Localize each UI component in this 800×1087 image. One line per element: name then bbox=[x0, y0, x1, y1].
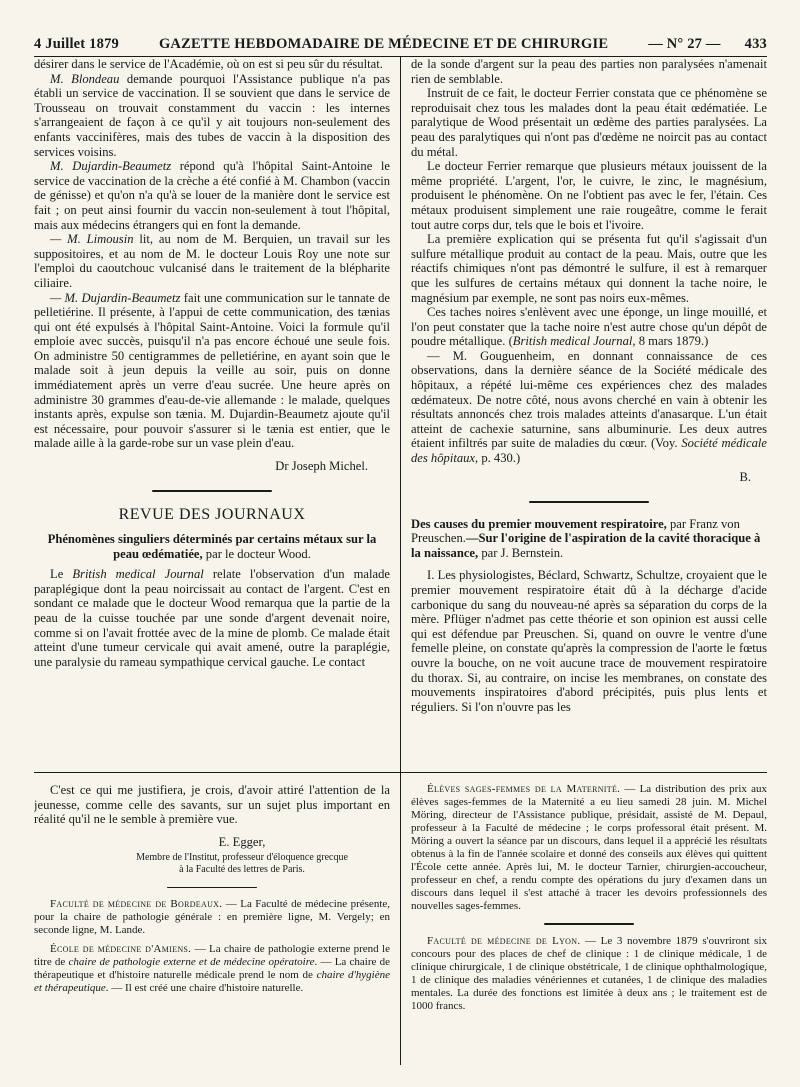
news-item: Faculté de médecine de Lyon. — Le 3 novembre 1879 s'ouvriront six concours pour des places de chef de clinique : 1 de clinique médicale, 1 de clinique chirurgicale, 1 de clinique obstétricale, 1 de clinique ophthalmologique, 1 de clinique des maladies vénériennes et cutanées, 1 de clinique des maladies mentales. La durée des fonctions est limitée à deux ans ; le traitement est de 1000 francs. bbox=[411, 934, 767, 1012]
news-item: Élèves sages-femmes de la Maternité. — La distribution des prix aux élèves sages-femmes de la Maternité a eu lieu samedi 28 juin. M. Michel Möring, directeur de l'Assistance publique, présidait, assisté de M. Depaul, professeur à la Faculté de médecine ; le corps professoral était présent. M. Möring a ouvert la séance par un discours, dans lequel il a apprécié les résultats obtenus à la fin de l'année scolaire et donné des conseils aux élèves qui quittent l'École cette année. Après lui, M. le docteur Tarnier, chirurgien-accoucheur, professeur en chef, a rendu compte des opérations du jury d'examen dans un discours dans lequel il s'est attaché à tracer les devoirs professionnels des nouvelles sages-femmes. bbox=[411, 783, 767, 912]
signature: Dr Joseph Michel. bbox=[275, 459, 368, 474]
article-title: Phénomènes singuliers déterminés par certains métaux sur la peau œdématiée, par le docteur Wood. bbox=[47, 532, 377, 561]
right-column bbox=[411, 57, 767, 772]
section-divider bbox=[152, 490, 272, 492]
paragraph: La première explication qui se présenta fut qu'il s'agissait d'un sulfure métallique produit au contact de la peau. Mais, outre que les réactifs chimiques n'ont pas démontré le sulfure, il est à remarquer que les sulfures de certains métaux qui donnent la tache noire, le magnésium par exemple, ne sont pas noirs eux-mêmes. bbox=[411, 232, 767, 305]
lower-left-column bbox=[34, 773, 390, 1065]
paragraph: Le British medical Journal relate l'observation d'un malade paraplégique dont la peau noircissait au contact de l'argent. C'est en sondant ce malade que le docteur Wood remarqua que la partie de la peau de la cuisse touchée par une sonde d'argent devenait noire, comme si on l'avait frottée avec de la mine de plomb. Ce malade était atteint d'une tumeur cervicale qui avait amené, outre la paraplégie, une paralysie du rameau sympathique cervical gauche. Le contact bbox=[34, 567, 390, 669]
paragraph: Le docteur Ferrier remarque que plusieurs métaux jouissent de la même propriété. L'argent, l'or, le cuivre, le zinc, le magnésium, produisent le phénomène. On ne l'obtient pas avec le fer, l'étain. Ces métaux produisent simplement une raie rougeâtre, comme le ferait tout autre corps dur, tels que le bois et l'ivoire. bbox=[411, 159, 767, 232]
upper-section bbox=[34, 57, 767, 772]
section-divider bbox=[544, 923, 634, 925]
article-title: Des causes du premier mouvement respiratoire, par Franz von Preuschen.—Sur l'origine de l'aspiration de la cavité thoracique à la naissance, par J. Bernstein. bbox=[411, 516, 761, 560]
news-item: École de médecine d'Amiens. — La chaire de pathologie externe prend le titre de chaire de pathologie externe et de médecine opératoire. — La chaire de thérapeutique et d'histoire naturelle médicale prend le nom de chaire d'hygiène et thérapeutique. — Il est créé une chaire d'histoire naturelle. bbox=[34, 943, 390, 995]
author-affiliation: à la Faculté des lettres de Paris. bbox=[179, 864, 305, 876]
section-divider bbox=[167, 887, 257, 889]
header-right bbox=[648, 36, 767, 53]
header-issue: — N° 27 — bbox=[648, 36, 721, 52]
left-column bbox=[34, 57, 390, 772]
paragraph: C'est ce qui me justifiera, je crois, d'avoir attiré l'attention de la jeunesse, comme celle des savants, sur un sujet plus important en réalité qu'il ne le semble à première vue. bbox=[34, 783, 390, 827]
author-affiliation: Membre de l'Institut, professeur d'éloquence grecque bbox=[136, 851, 348, 863]
author-name: E. Egger, bbox=[218, 834, 266, 849]
column-rule bbox=[400, 57, 401, 772]
paragraph: — M. Gouguenheim, en donnant connaissance de ces observations, dans la dernière séance de la Société médicale des hôpitaux, a répété lui-même ces expériences chez des malades œdémateux. De notre côté, nous avons cherché en vain à obtenir les résultats annoncés chez trois malades atteints d'anasarque. L'un était atteint de cachexie saturnine, sans albuminurie. Les deux autres étaient infiltrés par suite de maladies du cœur. (Voy. Société médicale des hôpitaux, p. 430.) bbox=[411, 348, 767, 466]
page-header bbox=[34, 36, 767, 57]
header-title: GAZETTE HEBDOMADAIRE DE MÉDECINE ET DE CHIRURGIE bbox=[158, 36, 609, 52]
newspaper-page bbox=[34, 36, 767, 1065]
paragraph: désirer dans le service de l'Académie, où on est si peu sûr du résultat. bbox=[34, 57, 383, 71]
header-page-number: 433 bbox=[744, 36, 767, 52]
paragraph: Instruit de ce fait, le docteur Ferrier constata que ce phénomène se reproduisait chez tous les malades dont la peau était œdématiée. Le paralytique de Wood présentait un œdème des parties paralysées. La peau des paralytiques qui n'ont pas d'œdème ne noircit pas au contact du métal. bbox=[411, 86, 767, 159]
paragraph: — M. Limousin lit, au nom de M. Berquien, un travail sur les suppositoires, et au nom de M. le docteur Louis Roy une note sur l'emploi du caoutchouc vulcanisé dans le traitement de la blépharite ciliaire. bbox=[34, 232, 390, 290]
section-divider bbox=[529, 501, 649, 503]
header-date: 4 Juillet 1879 bbox=[34, 36, 119, 52]
column-rule bbox=[400, 773, 401, 1065]
paragraph: I. Les physiologistes, Béclard, Schwartz, Schultze, croyaient que le premier mouvement respiratoire était dû à la décharge d'acide carbonique du sang du nouveau-né après sa séparation du corps de la mère. Pflüger n'admet pas cette théorie et son opinion est aussi celle qui est défendue par Preuschen. Si, quand on ouvre le ventre d'une femelle pleine, on constate qu'après la compression de l'aorte le fœtus ouvre la bouche, on ne voit aucune trace de mouvement respiratoire du thorax. Si, au contraire, on incise les membranes, on constate des mouvements inspiratoires d'abord précipités, puis plus lents et réguliers. Si l'on n'ouvre pas les bbox=[411, 568, 767, 714]
news-item: Faculté de médecine de Bordeaux. — La Faculté de médecine présente, pour la chaire de pathologie générale : en première ligne, M. Vergely; en seconde ligne, M. Lande. bbox=[34, 898, 390, 937]
paragraph: M. Dujardin-Beaumetz répond qu'à l'hôpital Saint-Antoine le service de vaccination de la crèche a été confié à M. Chambon (vaccin de génisse) et qu'on n'a qu'à se louer de la manière dont le service est fait ; on peut ainsi fournir du vaccin non-seulement à tout l'hôpital, mais aux médecins étrangers qui en font la demande. bbox=[34, 159, 390, 232]
paragraph: de la sonde d'argent sur la peau des parties non paralysées n'amenait rien de semblable. bbox=[411, 57, 767, 86]
lower-section bbox=[34, 772, 767, 1065]
paragraph: M. Blondeau demande pourquoi l'Assistance publique n'a pas établi un service de vaccination. Il se souvient que dans le service de Trousseau on trouvait constamment du vaccin : les internes s'arrangeaient de façon à ce qu'il y ait toujours non-seulement des enfants vaccinifères, mais des tubes de vaccin à la disposition des services voisins. bbox=[34, 71, 390, 159]
lower-right-column bbox=[411, 773, 767, 1065]
signature: B. bbox=[739, 469, 751, 484]
paragraph: Ces taches noires s'enlèvent avec une éponge, un linge mouillé, et l'on peut constater que la tache noire n'est autre chose qu'un dépôt de poudre métallique. (British medical Journal, 8 mars 1879.) bbox=[411, 305, 767, 349]
paragraph: — M. Dujardin-Beaumetz fait une communication sur le tannate de pelletiérine. Il présente, à l'appui de cette communication, des tænias qui ont été expulsés à l'hôpital Saint-Antoine. Voici la formule qu'il emploie avec succès, puisqu'il n'a pas encore échoué une seule fois. On administre 50 centigrammes de pelletiérine, en ayant soin que le malade soit à jeun depuis la veille au soir, puis on donne immédiatement après un verre d'eau sucrée. Une heure après on administre 30 grammes d'eau-de-vie allemande : le malade, quelques instants après, expulse son tænia. M. Dujardin-Beaumetz ajoute qu'il est nécessaire, pour pouvoir s'assurer si le tænia est entier, que le malade aille à la garde-robe sur un vase plein d'eau. bbox=[34, 290, 390, 451]
section-title: REVUE DES JOURNAUX bbox=[118, 506, 306, 524]
